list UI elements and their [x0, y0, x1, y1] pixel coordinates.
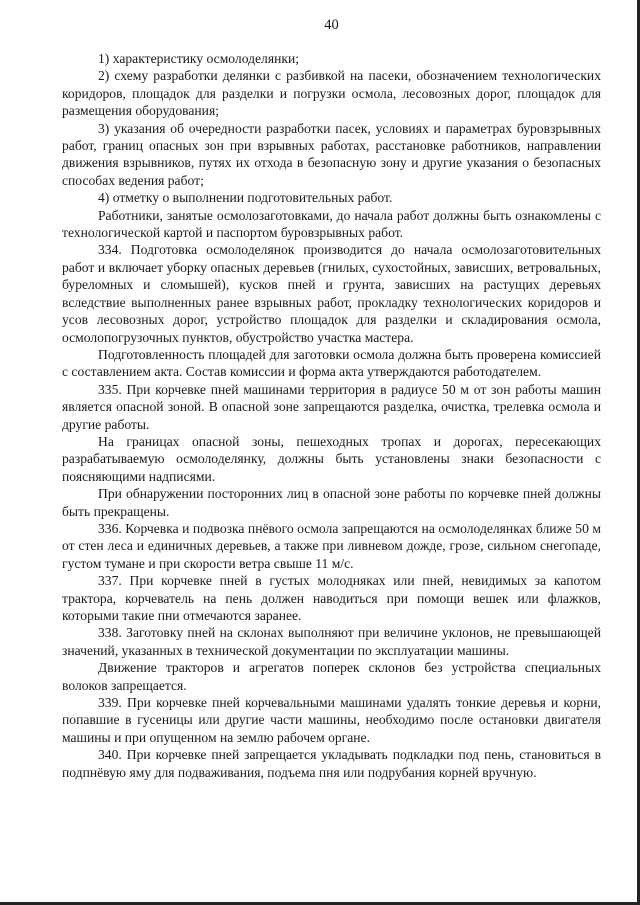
paragraph: 2) схему разработки делянки с разбивкой на пасеки, обозначением технологических коридоров, площадок для разделки и погрузки осмола, лесовозных дорог, площадок для размещения оборудования; [62, 68, 601, 119]
paragraph: 4) отметку о выполнении подготовительных работ. [98, 190, 393, 206]
paragraph: Движение тракторов и агрегатов поперек склонов без устройства специальных волоков запрещается. [62, 660, 601, 693]
paragraph: 334. Подготовка осмолоделянок производится до начала осмолозаготовительных работ и включает уборку опасных деревьев (гнилых, сухостойных, зависших, ветровальных, буреломных и сломышей), кусков пней и грунта, зависших на растущих деревьях вследствие выполненных ранее взрывных работ, прокладку технологических коридоров и усов лесовозных дорог, устройство площадок для разделки и складирования осмола, осмолопогрузочных пунктов, обустройство участка мастера. [62, 242, 601, 345]
paragraph: 3) указания об очередности разработки пасек, условиях и параметрах буровзрывных работ, границ опасных зон при взрывных работах, расстановке работников, направлении движения взрывников, путях их отхода в безопасную зону и другие указания о безопасных способах ведения работ; [62, 120, 601, 188]
paragraph: 339. При корчевке пней корчевальными машинами удалять тонкие деревья и корни, попавшие в гусеницы или другие части машины, необходимо после остановки двигателя машины и при опущенном на землю рабочем органе. [62, 695, 601, 745]
paragraph: 1) характеристику осмолоделянки; [98, 51, 300, 66]
paragraph: Подготовленность площадей для заготовки осмола должна быть проверена комиссией с составлением акта. Состав комиссии и форма акта утверждаются работодателем. [62, 346, 601, 380]
document-body [62, 50, 601, 781]
paragraph: 335. При корчевке пней машинами территория в радиусе 50 м от зон работы машин является опасной зоной. В опасной зоне запрещаются разделка, очистка, трелевка осмола и другие работы. [62, 381, 601, 432]
paragraph: Работники, занятые осмолозаготовками, до начала работ должны быть ознакомлены с технологической картой и паспортом буровзрывных работ. [62, 207, 601, 241]
paragraph: На границах опасной зоны, пешеходных тропах и дорогах, пересекающих разрабатываемую осмолоделянку, должны быть установлены знаки безопасности с поясняющими надписями. [62, 433, 601, 484]
page-number: 40 [324, 17, 339, 33]
paragraph: 337. При корчевке пней в густых молодняках или пней, невидимых за капотом трактора, корчеватель на пень должен наводиться при помощи вешек или флажков, которыми такие пни отмечаются заранее. [62, 573, 601, 623]
paragraph: При обнаружении посторонних лиц в опасной зоне работы по корчевке пней должны быть прекращены. [62, 486, 601, 519]
paragraph: 340. При корчевке пней запрещается укладывать подкладки под пень, становиться в подпнёвую яму для подваживания, подъема пня или подрубания корней вручную. [62, 747, 601, 780]
paragraph: 338. Заготовку пней на склонах выполняют при величине уклонов, не превышающей значений, указанных в технической документации по эксплуатации машины. [62, 625, 601, 658]
paragraph: 336. Корчевка и подвозка пнёвого осмола запрещаются на осмолоделянках ближе 50 м от стен леса и единичных деревьев, а также при ливневом дожде, грозе, сильном снегопаде, густом тумане и при скорости ветра свыше 11 м/с. [62, 520, 601, 571]
